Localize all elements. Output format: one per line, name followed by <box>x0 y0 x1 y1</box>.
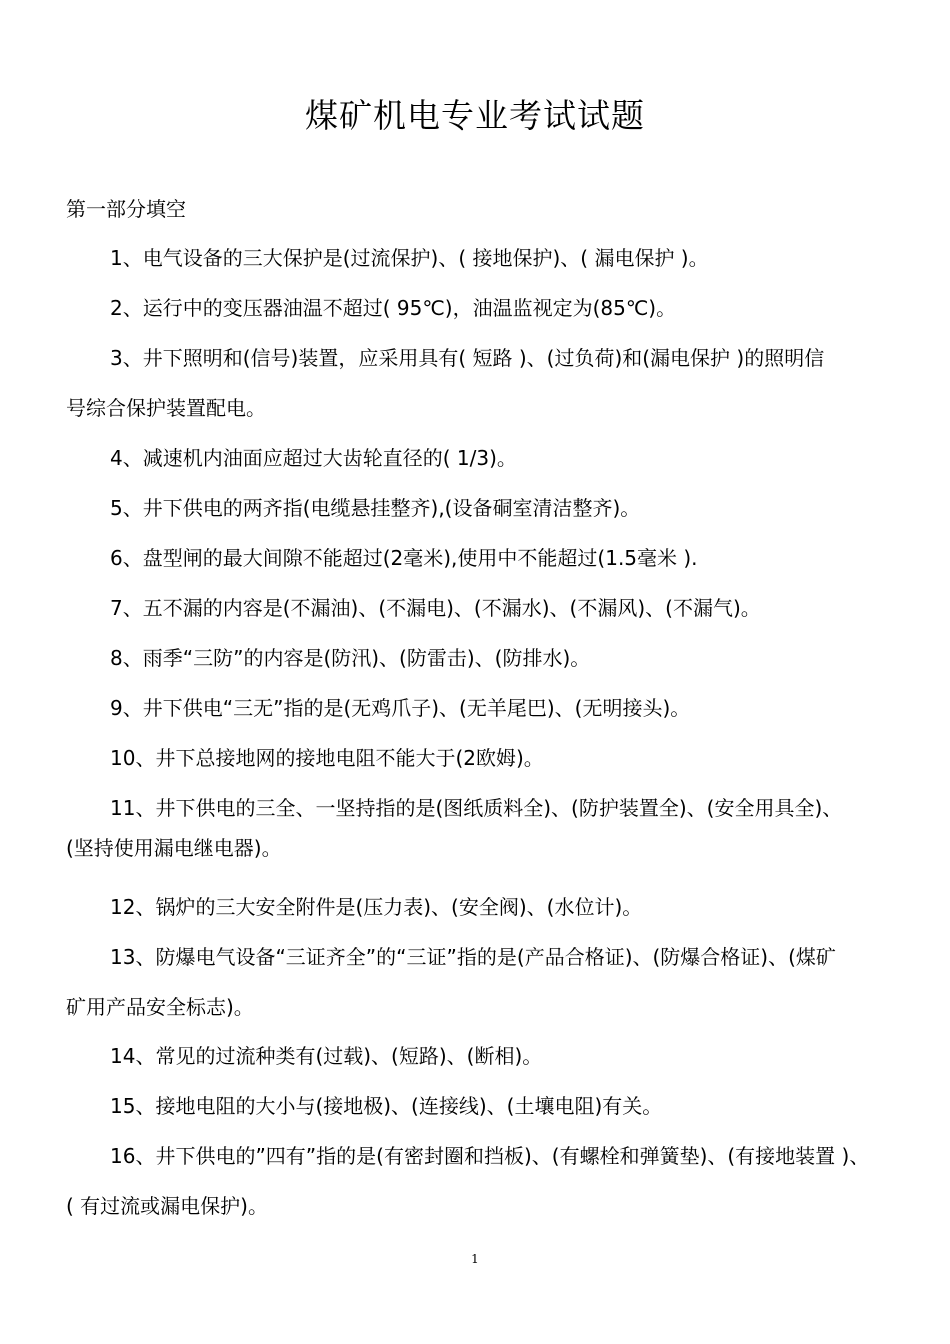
question-text: 15、接地电阻的大小与(接地极)、(连接线)、(土壤电阻)有关。 <box>110 1094 663 1118</box>
question-text-continued: 号综合保护装置配电。 <box>66 396 266 420</box>
page-title: 煤矿机电专业考试试题 <box>305 96 645 135</box>
question-text: 3、井下照明和(信号)装置，应采用具有( 短路 )、(过负荷)和(漏电保护 )的照明信 <box>110 346 825 370</box>
question-8 <box>66 644 916 672</box>
question-9 <box>66 694 916 722</box>
question-11 <box>66 794 916 862</box>
question-text: 12、锅炉的三大安全附件是(压力表)、(安全阀)、(水位计)。 <box>110 895 643 919</box>
question-3 <box>66 344 916 422</box>
question-text: 10、井下总接地网的接地电阻不能大于(2欧姆)。 <box>110 746 544 770</box>
question-13 <box>66 943 916 1021</box>
question-10 <box>66 744 916 772</box>
question-15 <box>66 1092 916 1120</box>
question-text: 1、电气设备的三大保护是(过流保护)、( 接地保护)、( 漏电保护 )。 <box>110 246 709 270</box>
question-text: 5、井下供电的两齐指(电缆悬挂整齐),(设备硐室清洁整齐)。 <box>110 496 641 520</box>
question-text: 6、盘型闸的最大间隙不能超过(2毫米),使用中不能超过(1.5毫米 ). <box>110 546 698 570</box>
question-4 <box>66 444 916 472</box>
question-14 <box>66 1042 916 1070</box>
question-7 <box>66 594 916 622</box>
question-text: 2、运行中的变压器油温不超过( 95℃)，油温监视定为(85℃)。 <box>110 296 677 320</box>
question-12 <box>66 893 916 921</box>
question-text-continued: (坚持使用漏电继电器)。 <box>66 836 282 860</box>
question-text-continued: 矿用产品安全标志)。 <box>66 995 254 1019</box>
question-text: 8、雨季“三防”的内容是(防汛)、(防雷击)、(防排水)。 <box>110 646 591 670</box>
question-text: 9、井下供电“三无”指的是(无鸡爪子)、(无羊尾巴)、(无明接头)。 <box>110 696 691 720</box>
question-text: 13、防爆电气设备“三证齐全”的“三证”指的是(产品合格证)、(防爆合格证)、(煤矿 <box>110 945 836 969</box>
question-16 <box>66 1142 916 1220</box>
section-title: 第一部分填空 <box>66 197 186 221</box>
question-1 <box>66 244 916 272</box>
question-6 <box>66 544 916 572</box>
question-2 <box>66 294 916 322</box>
question-text: 7、五不漏的内容是(不漏油)、(不漏电)、(不漏水)、(不漏风)、(不漏气)。 <box>110 596 761 620</box>
question-text: 16、井下供电的”四有”指的是(有密封圈和挡板)、(有螺栓和弹簧垫)、(有接地装置 )、 <box>110 1144 870 1168</box>
question-text: 11、井下供电的三全、一坚持指的是(图纸质料全)、(防护装置全)、(安全用具全)、 <box>110 796 843 820</box>
question-text-continued: ( 有过流或漏电保护)。 <box>66 1194 268 1218</box>
page-number: 1 <box>471 1252 479 1266</box>
question-text: 14、常见的过流种类有(过载)、(短路)、(断相)。 <box>110 1044 543 1068</box>
question-text: 4、减速机内油面应超过大齿轮直径的( 1/3)。 <box>110 446 517 470</box>
question-5 <box>66 494 916 522</box>
